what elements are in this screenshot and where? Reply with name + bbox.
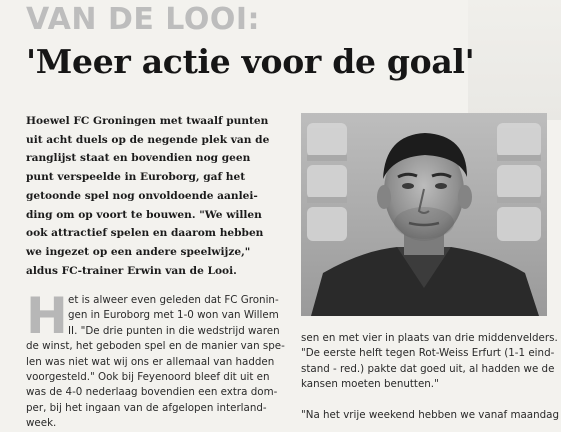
article-line: II. "De drie punten in die wedstrijd waren <box>68 324 280 337</box>
article-line: de winst, het geboden spel en de manier van spe- <box>26 340 285 353</box>
article-line: gen in Euroborg met 1-0 won van Willem <box>68 309 279 322</box>
kicker-title: VAN DE LOOI: <box>26 2 261 37</box>
intro-paragraph <box>26 112 288 280</box>
article-column-right <box>301 331 560 423</box>
intro-line: ding om op voort te bouwen. "We willen <box>26 208 262 221</box>
intro-line: punt verspeelde in Euroborg, gaf het <box>26 171 246 184</box>
paragraph-gap <box>301 393 556 408</box>
drop-cap: H <box>26 287 68 345</box>
article-line: sen en met vier in plaats van drie middenvelders. <box>301 332 558 344</box>
intro-line: we ingezet op een andere speelwijze," <box>26 245 251 258</box>
headline: 'Meer actie voor de goal' <box>26 42 475 81</box>
adjacent-page-bleed <box>468 0 561 120</box>
article-line: kansen moeten benutten." <box>301 378 439 391</box>
article-line: per, bij het ingaan van de afgelopen interland- <box>26 401 267 414</box>
article-line: week. <box>26 417 57 430</box>
intro-line: Hoewel FC Groningen met twaalf punten <box>26 115 269 127</box>
article-line: "Na het vrije weekend hebben we vanaf maandag <box>301 408 560 421</box>
intro-line: ranglijst staat en bovendien nog geen <box>26 152 251 165</box>
portrait-illustration <box>301 113 547 316</box>
article-line: len was niet wat wij ons er allemaal van hadden <box>26 355 275 368</box>
article-line: "De eerste helft tegen Rot-Weiss Erfurt (1-1 eind- <box>301 347 555 360</box>
intro-line: aldus FC-trainer Erwin van de Looi. <box>26 264 237 277</box>
article-column-left <box>26 287 290 432</box>
intro-line: ook attractief spelen en daarom hebben <box>26 227 264 240</box>
article-line: et is alweer even geleden dat FC Gronin- <box>68 294 279 306</box>
article-line: stand - red.) pakte dat goed uit, al hadden we de <box>301 362 555 375</box>
article-line: voorgesteld." Ook bij Feyenoord bleef dit uit en <box>26 371 270 384</box>
portrait-photo <box>301 113 547 316</box>
intro-line: uit acht duels op de negende plek van de <box>26 133 270 146</box>
article-line: was de 4-0 nederlaag bovendien een extra dom- <box>26 386 278 399</box>
intro-line: getoonde spel nog onvoldoende aanlei- <box>26 189 258 202</box>
